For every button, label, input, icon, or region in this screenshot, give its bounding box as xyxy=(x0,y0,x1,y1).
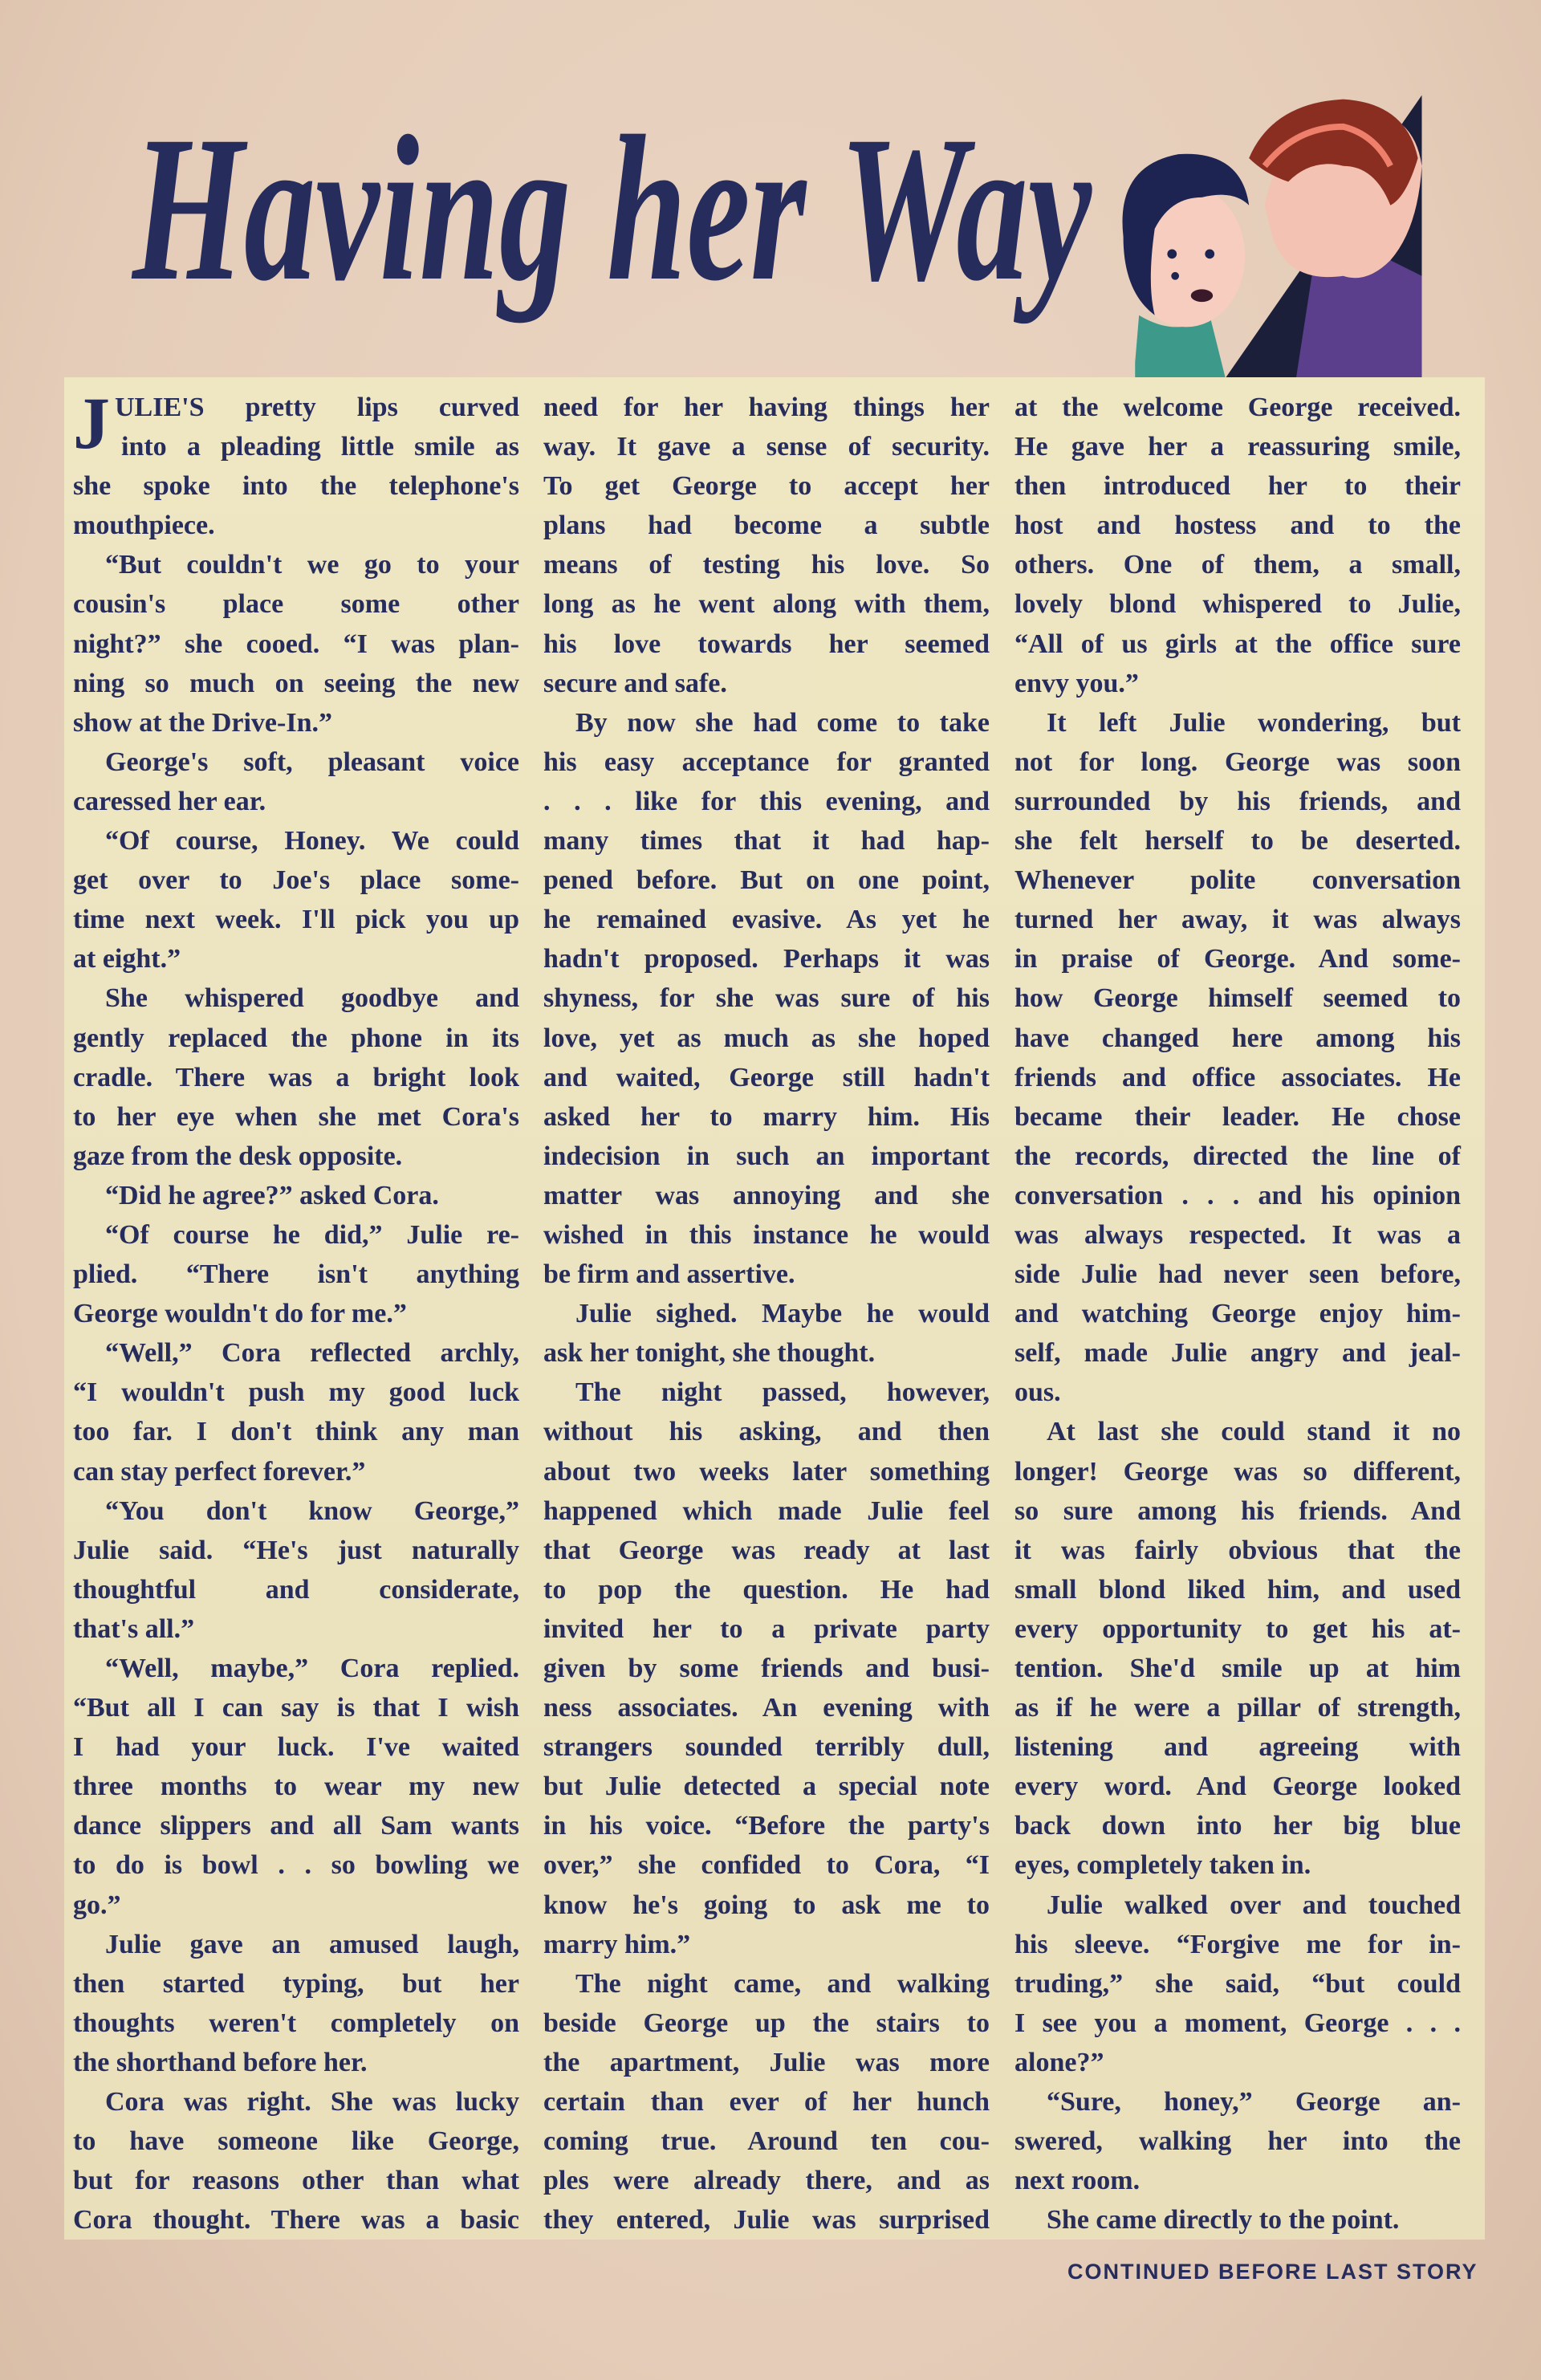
text-line: truding,” she said, “but could xyxy=(1014,1968,1461,1999)
text-line: ous. xyxy=(1014,1377,1061,1408)
text-line: . . . like for this evening, and xyxy=(543,786,990,816)
paragraph xyxy=(73,1176,519,1215)
paragraph xyxy=(1014,388,1461,703)
text-line: envy you.” xyxy=(1014,668,1139,698)
text-line: cousin's place some other xyxy=(73,589,519,620)
text-line: get over to Joe's place some- xyxy=(73,865,519,896)
couple-illustration xyxy=(1108,76,1477,385)
paragraph xyxy=(1014,1886,1461,2082)
text-line: George wouldn't do for me.” xyxy=(73,1299,407,1329)
text-line: self, made Julie angry and jeal- xyxy=(1014,1338,1461,1369)
text-line: friends and office associates. He xyxy=(1014,1062,1461,1092)
paragraph xyxy=(73,382,519,545)
text-line: he remained evasive. As yet he xyxy=(543,905,990,935)
text-line: Cora was right. She was lucky xyxy=(105,2087,519,2118)
text-line: became their leader. He chose xyxy=(1014,1101,1461,1132)
text-line: Julie walked over and touched xyxy=(1047,1890,1461,1920)
paragraph xyxy=(73,978,519,1175)
text-line: ask her tonight, she thought. xyxy=(543,1338,876,1369)
text-line: At last she could stand it no xyxy=(1047,1417,1461,1447)
text-line: beside George up the stairs to xyxy=(543,2008,990,2038)
text-line: need for her having things her xyxy=(543,393,990,422)
text-line: secure and safe. xyxy=(543,668,727,698)
text-line: plans had become a subtle xyxy=(543,511,990,541)
text-line: conversation . . . and his opinion xyxy=(1014,1180,1461,1210)
text-line: but Julie detected a special note xyxy=(543,1772,990,1802)
text-line: He gave her a reassuring smile, xyxy=(1014,432,1461,462)
text-line: dance slippers and all Sam wants xyxy=(73,1811,519,1841)
text-line: lovely blond whispered to Julie, xyxy=(1014,589,1461,620)
text-line: She whispered goodbye and xyxy=(105,983,519,1014)
text-line: she spoke into the telephone's xyxy=(73,471,519,502)
text-line: “Well, maybe,” Cora replied. xyxy=(105,1654,519,1683)
text-line: “You don't know George,” xyxy=(105,1495,519,1526)
text-line: hadn't proposed. Perhaps it was xyxy=(543,944,990,974)
text-line: so sure among his friends. And xyxy=(1014,1495,1461,1526)
text-line: then started typing, but her xyxy=(73,1968,519,1999)
text-line: three months to wear my new xyxy=(73,1772,519,1802)
text-line: Cora thought. There was a basic xyxy=(73,2205,519,2236)
text-line: his love towards her seemed xyxy=(543,629,990,659)
paragraph xyxy=(543,1964,990,2240)
text-line: at eight.” xyxy=(73,944,181,974)
text-line: that George was ready at last xyxy=(543,1535,990,1565)
text-line: “Did he agree?” asked Cora. xyxy=(105,1180,439,1210)
text-line: and waited, George still hadn't xyxy=(543,1062,990,1092)
text-line: know he's going to ask me to xyxy=(543,1890,990,1920)
text-line: ning so much on seeing the new xyxy=(73,668,519,698)
text-line: marry him.” xyxy=(543,1929,691,1959)
text-line: matter was annoying and she xyxy=(543,1180,990,1210)
text-line: By now she had come to take xyxy=(575,707,990,738)
text-line: his easy acceptance for granted xyxy=(543,747,990,777)
paragraph xyxy=(73,1491,519,1649)
text-line: gently replaced the phone in its xyxy=(73,1023,519,1053)
text-line: every word. And George looked xyxy=(1014,1772,1461,1802)
text-line: the records, directed the line of xyxy=(1014,1141,1461,1171)
text-line: cradle. There was a bright look xyxy=(73,1062,519,1092)
text-line: others. One of them, a small, xyxy=(1014,550,1461,580)
paragraph xyxy=(73,1925,519,2082)
text-line: not for long. George was soon xyxy=(1014,747,1461,777)
text-column-1 xyxy=(73,382,519,2240)
paragraph xyxy=(543,388,990,703)
text-line: love, yet as much as she hoped xyxy=(543,1023,990,1053)
text-line: I had your luck. I've waited xyxy=(73,1732,519,1763)
text-line: next room. xyxy=(1014,2166,1141,2196)
text-line: “But couldn't we go to your xyxy=(105,550,519,580)
text-line: Whenever polite conversation xyxy=(1014,865,1461,896)
text-line: to her eye when she met Cora's xyxy=(73,1101,519,1132)
text-line: host and hostess and to the xyxy=(1014,511,1461,541)
text-line: ULIE'S pretty lips curved xyxy=(115,393,519,422)
text-line: night?” she cooed. “I was plan- xyxy=(73,629,519,659)
text-line: Julie gave an amused laugh, xyxy=(105,1929,519,1959)
text-line: swered, walking her into the xyxy=(1014,2126,1461,2157)
text-line: his sleeve. “Forgive me for in- xyxy=(1014,1929,1461,1959)
text-line: tention. She'd smile up at him xyxy=(1014,1654,1461,1683)
text-line: side Julie had never seen before, xyxy=(1014,1259,1461,1290)
text-line: “I wouldn't push my good luck xyxy=(73,1377,519,1408)
text-line: in praise of George. And some- xyxy=(1014,944,1461,974)
text-line: strangers sounded terribly dull, xyxy=(543,1732,990,1763)
paragraph xyxy=(543,1294,990,1373)
text-line: “Of course he did,” Julie re- xyxy=(105,1219,519,1250)
paragraph xyxy=(73,545,519,742)
text-line: happened which made Julie feel xyxy=(543,1495,990,1526)
text-line: She came directly to the point. xyxy=(1047,2205,1400,2236)
text-line: but for reasons other than what xyxy=(73,2166,519,2196)
paragraph xyxy=(73,821,519,978)
text-line: “Well,” Cora reflected archly, xyxy=(105,1338,519,1369)
text-column-2 xyxy=(543,388,990,2240)
text-line: have changed here among his xyxy=(1014,1023,1461,1053)
paragraph xyxy=(73,1215,519,1333)
text-line: I see you a moment, George . . . xyxy=(1014,2008,1461,2038)
text-line: “But all I can say is that I wish xyxy=(73,1693,519,1723)
text-line: time next week. I'll pick you up xyxy=(73,905,519,935)
paragraph xyxy=(1014,703,1461,1413)
text-line: every opportunity to get his at- xyxy=(1014,1613,1461,1644)
text-line: given by some friends and busi- xyxy=(543,1654,990,1683)
text-line: plied. “There isn't anything xyxy=(73,1259,519,1290)
text-line: mouthpiece. xyxy=(73,511,215,541)
text-line: turned her away, it was always xyxy=(1014,905,1461,935)
text-line: and watching George enjoy him- xyxy=(1014,1299,1461,1329)
text-line: George's soft, pleasant voice xyxy=(105,747,519,777)
text-line: back down into her big blue xyxy=(1014,1811,1461,1841)
text-line: was always respected. It was a xyxy=(1014,1219,1461,1250)
text-line: asked her to marry him. His xyxy=(543,1101,990,1132)
text-line: longer! George was so different, xyxy=(1014,1456,1461,1487)
text-line: gaze from the desk opposite. xyxy=(73,1141,403,1171)
text-line: listening and agreeing with xyxy=(1014,1732,1461,1763)
text-line: ples were already there, and as xyxy=(543,2166,990,2196)
text-line: many times that it had hap- xyxy=(543,826,990,856)
paragraph xyxy=(543,1373,990,1963)
text-line: the apartment, Julie was more xyxy=(543,2047,990,2077)
paragraph xyxy=(73,1649,519,1925)
text-line: certain than ever of her hunch xyxy=(543,2087,990,2118)
text-line: surrounded by his friends, and xyxy=(1014,786,1461,816)
paragraph xyxy=(543,703,990,1294)
text-line: it was fairly obvious that the xyxy=(1014,1535,1461,1565)
text-line: alone?” xyxy=(1014,2047,1104,2077)
paragraph xyxy=(1014,2082,1461,2200)
text-line: as if he were a pillar of strength, xyxy=(1014,1693,1461,1723)
text-line: at the welcome George received. xyxy=(1014,393,1461,422)
text-line: way. It gave a sense of security. xyxy=(543,432,990,462)
text-line: long as he went along with them, xyxy=(543,589,990,620)
text-line: about two weeks later something xyxy=(543,1456,990,1487)
text-line: small blond liked him, and used xyxy=(1014,1574,1461,1605)
text-line: that's all.” xyxy=(73,1613,195,1644)
text-line: without his asking, and then xyxy=(543,1417,990,1447)
text-line: then introduced her to their xyxy=(1014,471,1461,502)
text-line: to pop the question. He had xyxy=(543,1574,990,1605)
text-line: in his voice. “Before the party's xyxy=(543,1811,990,1841)
text-line: Julie said. “He's just naturally xyxy=(73,1535,519,1565)
paragraph xyxy=(1014,2200,1461,2240)
text-line: show at the Drive-In.” xyxy=(73,707,332,738)
paragraph xyxy=(73,2082,519,2240)
text-line: to have someone like George, xyxy=(73,2126,519,2157)
text-line: to do is bowl . . so bowling we xyxy=(73,1850,519,1881)
text-column-3 xyxy=(1014,388,1461,2240)
text-line: caressed her ear. xyxy=(73,786,266,816)
text-line: over,” she confided to Cora, “I xyxy=(543,1850,990,1881)
continuation-note: CONTINUED BEFORE LAST STORY xyxy=(1067,2260,1478,2284)
text-line: “Sure, honey,” George an- xyxy=(1047,2087,1461,2118)
text-line: To get George to accept her xyxy=(543,471,990,502)
text-line: invited her to a private party xyxy=(543,1613,990,1644)
story-title: Having her Way xyxy=(132,93,1092,324)
drop-cap: J xyxy=(73,382,110,464)
text-line: she felt herself to be deserted. xyxy=(1014,826,1461,856)
text-line: Julie sighed. Maybe he would xyxy=(575,1299,990,1329)
text-line: “All of us girls at the office sure xyxy=(1014,629,1461,659)
paragraph xyxy=(73,742,519,821)
text-line: can stay perfect forever.” xyxy=(73,1456,366,1487)
text-line: too far. I don't think any man xyxy=(73,1417,519,1447)
text-line: means of testing his love. So xyxy=(543,550,990,580)
text-line: thoughtful and considerate, xyxy=(73,1574,519,1605)
text-line: thoughts weren't completely on xyxy=(73,2008,519,2038)
text-line: how George himself seemed to xyxy=(1014,983,1461,1014)
text-line: It left Julie wondering, but xyxy=(1047,707,1461,738)
text-line: indecision in such an important xyxy=(543,1141,990,1171)
text-line: “Of course, Honey. We could xyxy=(105,826,519,856)
paragraph xyxy=(73,1333,519,1491)
text-line: ness associates. An evening with xyxy=(543,1693,990,1723)
text-line: coming true. Around ten cou- xyxy=(543,2126,990,2157)
text-line: go.” xyxy=(73,1890,121,1920)
text-line: they entered, Julie was surprised xyxy=(543,2205,990,2236)
text-line: shyness, for she was sure of his xyxy=(543,983,990,1014)
text-line: The night passed, however, xyxy=(575,1377,990,1408)
text-line: pened before. But on one point, xyxy=(543,865,990,896)
text-line: wished in this instance he would xyxy=(543,1219,990,1250)
paragraph xyxy=(1014,1412,1461,1885)
text-line: eyes, completely taken in. xyxy=(1014,1850,1311,1881)
text-line: the shorthand before her. xyxy=(73,2047,368,2077)
text-line: into a pleading little smile as xyxy=(121,432,519,462)
text-line: The night came, and walking xyxy=(575,1968,990,1999)
text-line: be firm and assertive. xyxy=(543,1259,795,1290)
